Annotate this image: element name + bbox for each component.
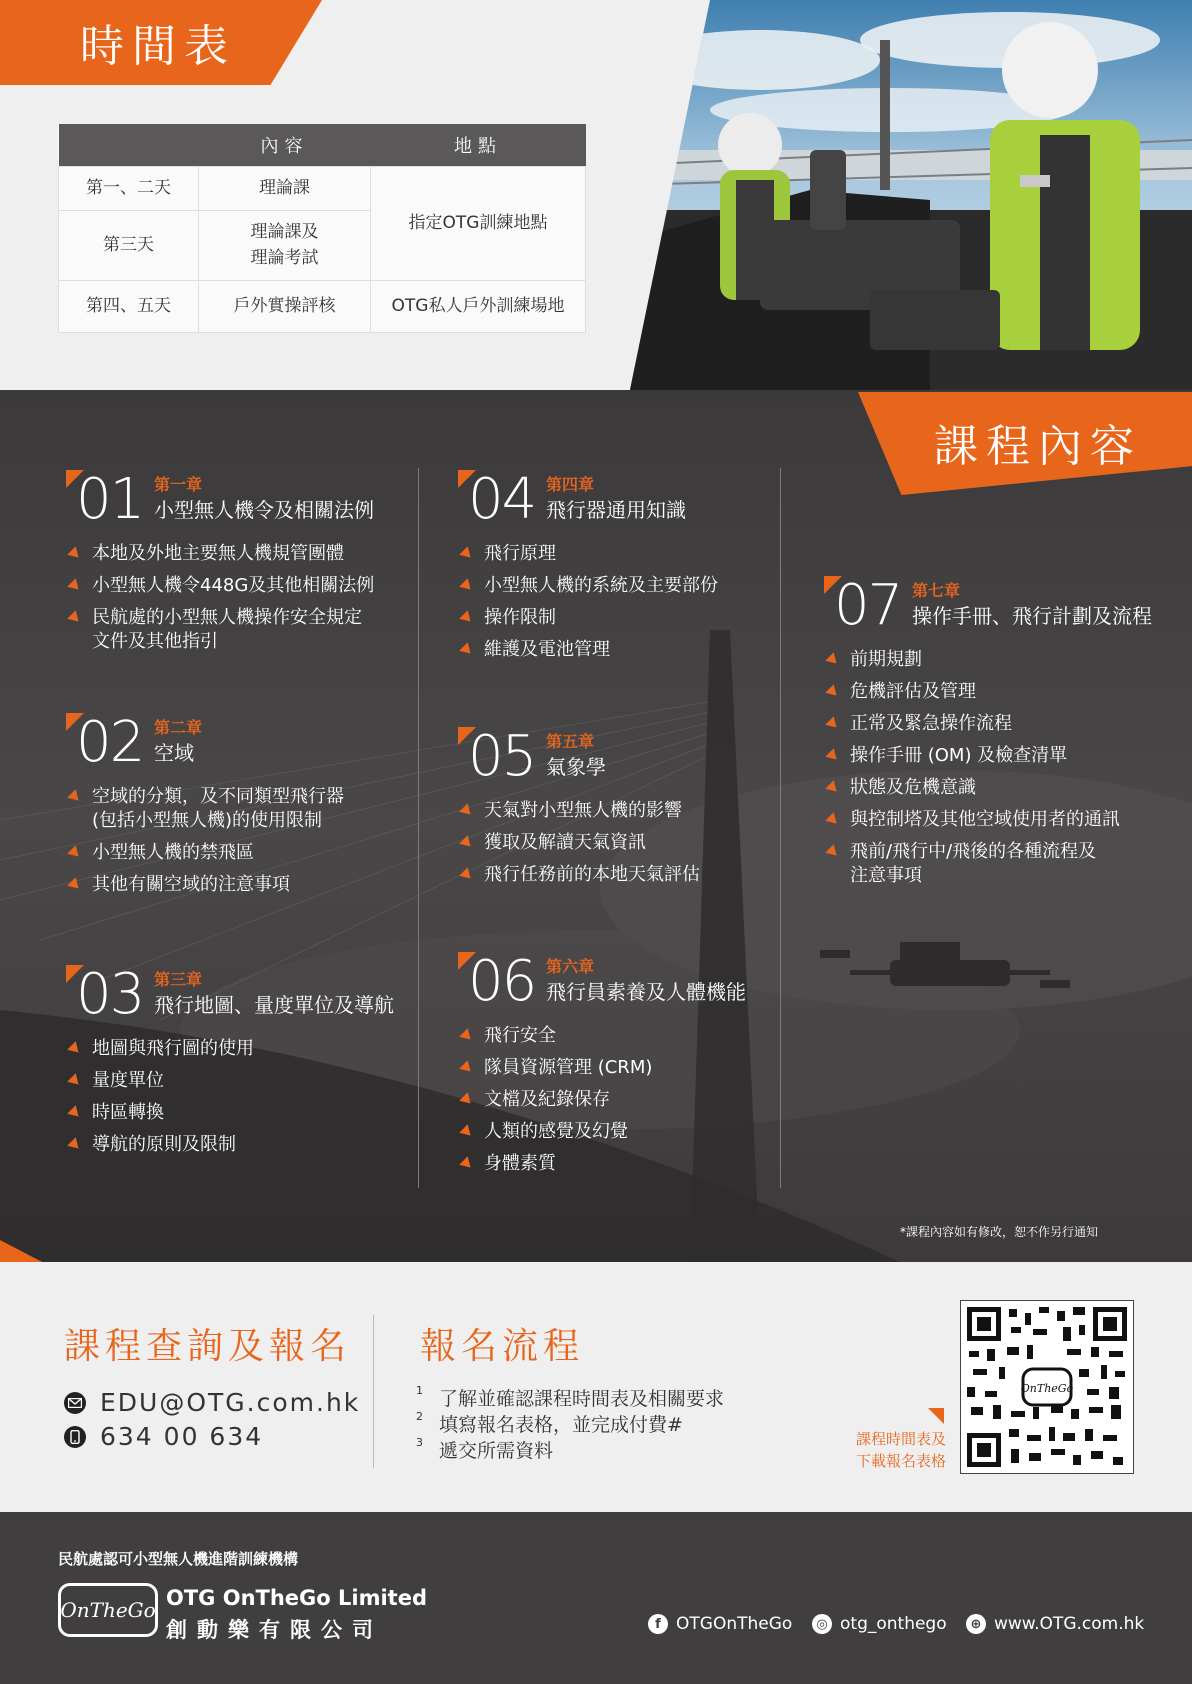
email-address[interactable]: EDU@OTG.com.hk bbox=[100, 1388, 361, 1417]
content-cell: 理論課 bbox=[199, 166, 371, 210]
bullet-icon bbox=[825, 684, 841, 700]
qr-code[interactable] bbox=[960, 1300, 1134, 1474]
chapter-05 bbox=[458, 724, 700, 895]
table-row bbox=[59, 280, 586, 332]
bullet-icon bbox=[825, 748, 841, 764]
bullet-icon bbox=[459, 610, 475, 626]
bullet-icon bbox=[459, 1156, 475, 1172]
instagram-handle[interactable]: otg_onthego bbox=[840, 1614, 947, 1634]
chapter-tag: 第五章 bbox=[546, 732, 595, 751]
bullet-icon bbox=[459, 546, 475, 562]
chapter-tag: 第六章 bbox=[546, 957, 595, 976]
bullet-icon bbox=[459, 1092, 475, 1108]
list-item: 文檔及紀錄保存 bbox=[458, 1088, 652, 1112]
list-item: 危機評估及管理 bbox=[824, 680, 1120, 704]
photo-illustration bbox=[630, 0, 1192, 390]
bullet-icon bbox=[67, 578, 83, 594]
contact-divider bbox=[373, 1315, 374, 1468]
list-item: 其他有關空域的注意事項 bbox=[66, 873, 344, 897]
chapter-04 bbox=[458, 467, 718, 670]
list-item: 民航處的小型無人機操作安全規定 文件及其他指引 bbox=[66, 606, 374, 654]
list-item: 天氣對小型無人機的影響 bbox=[458, 799, 700, 823]
bullet-icon bbox=[459, 867, 475, 883]
list-item: 飛行任務前的本地天氣評估 bbox=[458, 863, 700, 887]
facebook-link[interactable] bbox=[648, 1614, 792, 1634]
qr-center-logo: OnTheGo bbox=[1020, 1382, 1074, 1395]
list-item: 狀態及危機意識 bbox=[824, 776, 1120, 800]
chapter-number: 06 bbox=[468, 949, 536, 1014]
bullet-icon bbox=[825, 716, 841, 732]
day-cell: 第四、五天 bbox=[59, 280, 199, 332]
phone-number[interactable]: 634 00 634 bbox=[100, 1422, 264, 1451]
list-item: 飛行安全 bbox=[458, 1024, 652, 1048]
header-cell-content: 內容 bbox=[199, 124, 371, 166]
bullet-icon bbox=[825, 652, 841, 668]
list-item: 前期規劃 bbox=[824, 648, 1120, 672]
chapter-title: 飛行器通用知識 bbox=[546, 498, 686, 522]
bullet-icon bbox=[459, 835, 475, 851]
bullet-icon bbox=[67, 877, 83, 893]
bullet-icon bbox=[67, 1137, 83, 1153]
list-item: 本地及外地主要無人機規管團體 bbox=[66, 542, 374, 566]
list-item: 維護及電池管理 bbox=[458, 638, 718, 662]
chapter-title: 空域 bbox=[154, 741, 194, 765]
list-item: 身體素質 bbox=[458, 1152, 652, 1176]
list-item: 獲取及解讀天氣資訊 bbox=[458, 831, 700, 855]
list-item: 與控制塔及其他空域使用者的通訊 bbox=[824, 808, 1120, 832]
accreditation-text: 民航處認可小型無人機進階訓練機構 bbox=[58, 1550, 299, 1568]
bullet-icon bbox=[825, 844, 841, 860]
bullet-icon bbox=[67, 546, 83, 562]
bullet-icon bbox=[67, 610, 83, 626]
bullet-icon bbox=[67, 1073, 83, 1089]
list-item: 導航的原則及限制 bbox=[66, 1133, 254, 1157]
chapter-tag: 第三章 bbox=[154, 970, 203, 989]
list-item: 空域的分類，及不同類型飛行器 (包括小型無人機)的使用限制 bbox=[66, 785, 344, 833]
column-divider bbox=[780, 468, 781, 1188]
header-cell-location: 地點 bbox=[371, 124, 586, 166]
instagram-icon: ◎ bbox=[812, 1614, 832, 1634]
chapter-number: 03 bbox=[76, 962, 144, 1027]
list-item: 飛前/飛行中/飛後的各種流程及 注意事項 bbox=[824, 840, 1120, 888]
chapter-tag: 第七章 bbox=[912, 581, 961, 600]
facebook-icon: f bbox=[648, 1614, 668, 1634]
schedule-title: 時間表 bbox=[80, 21, 236, 72]
chapter-number: 01 bbox=[76, 467, 144, 532]
disclaimer-note: *課程內容如有修改，恕不作另行通知 bbox=[900, 1225, 1099, 1239]
chapter-number: 04 bbox=[468, 467, 536, 532]
column-divider bbox=[418, 468, 419, 1188]
email-row[interactable] bbox=[64, 1388, 360, 1417]
list-item: 飛行原理 bbox=[458, 542, 718, 566]
bullet-icon bbox=[459, 1124, 475, 1140]
chapter-01 bbox=[66, 467, 375, 662]
list-item: 操作限制 bbox=[458, 606, 718, 630]
content-cell: 戶外實操評核 bbox=[199, 280, 371, 332]
process-title: 報名流程 bbox=[420, 1326, 585, 1367]
chapter-06 bbox=[458, 949, 746, 1184]
chapter-title: 飛行地圖、量度單位及導航 bbox=[154, 993, 394, 1017]
chapter-07 bbox=[824, 573, 1152, 896]
chapter-title: 氣象學 bbox=[546, 755, 606, 779]
location-cell: 指定OTG訓練地點 bbox=[371, 166, 586, 280]
day-cell: 第一、二天 bbox=[59, 166, 199, 210]
list-item: 人類的感覺及幻覺 bbox=[458, 1120, 652, 1144]
content-cell: 理論課及 理論考試 bbox=[199, 210, 371, 280]
company-name-zh: 創動樂有限公司 bbox=[166, 1618, 383, 1642]
company-name-en: OTG OnTheGo Limited bbox=[166, 1586, 427, 1610]
list-item: 時區轉換 bbox=[66, 1101, 254, 1125]
website-url[interactable]: www.OTG.com.hk bbox=[994, 1614, 1145, 1634]
company-logo: OnTheGo bbox=[58, 1583, 158, 1637]
location-cell: OTG私人戶外訓練場地 bbox=[371, 280, 586, 332]
schedule-table bbox=[58, 124, 586, 333]
chapter-tag: 第一章 bbox=[154, 475, 203, 494]
chapter-tag: 第四章 bbox=[546, 475, 595, 494]
bullet-icon bbox=[67, 845, 83, 861]
table-row bbox=[59, 166, 586, 210]
list-item: 隊員資源管理 (CRM) bbox=[458, 1056, 652, 1080]
hero-photo bbox=[630, 0, 1192, 390]
bullet-icon bbox=[459, 803, 475, 819]
facebook-handle[interactable]: OTGOnTheGo bbox=[676, 1614, 793, 1634]
bullet-icon bbox=[459, 642, 475, 658]
bullet-icon bbox=[459, 578, 475, 594]
corner-mark bbox=[928, 1408, 944, 1424]
list-item: 正常及緊急操作流程 bbox=[824, 712, 1120, 736]
process-step: $^1$ 了解並確認課程時間表及相關要求 bbox=[416, 1384, 725, 1410]
chapter-title: 操作手冊、飛行計劃及流程 bbox=[912, 604, 1152, 628]
chapter-number: 07 bbox=[834, 573, 902, 638]
list-item: 小型無人機的禁飛區 bbox=[66, 841, 344, 865]
schedule-header-row bbox=[59, 124, 586, 166]
process-step: $^2$ 填寫報名表格，並完成付費# bbox=[416, 1410, 683, 1436]
email-icon bbox=[64, 1392, 86, 1414]
chapter-title: 小型無人機令及相關法例 bbox=[154, 498, 374, 522]
list-item: 量度單位 bbox=[66, 1069, 254, 1093]
bullet-icon bbox=[67, 1105, 83, 1121]
course-title: 課程內容 bbox=[934, 421, 1142, 472]
list-item: 操作手冊 (OM) 及檢查清單 bbox=[824, 744, 1120, 768]
chapter-number: 02 bbox=[76, 710, 144, 775]
bullet-icon bbox=[67, 1041, 83, 1057]
contact-title: 課程查詢及報名 bbox=[64, 1326, 352, 1367]
process-step: $^3$ 遞交所需資料 bbox=[416, 1436, 554, 1462]
instagram-link[interactable] bbox=[812, 1614, 947, 1634]
bullet-icon bbox=[459, 1060, 475, 1076]
bullet-icon bbox=[825, 812, 841, 828]
qr-code-image[interactable] bbox=[967, 1307, 1127, 1467]
chapter-tag: 第二章 bbox=[154, 718, 203, 737]
day-cell: 第三天 bbox=[59, 210, 199, 280]
globe-icon: ⊕ bbox=[966, 1614, 986, 1634]
chapter-number: 05 bbox=[468, 724, 536, 789]
bullet-icon bbox=[825, 780, 841, 796]
qr-label: 課程時間表及 下載報名表格 bbox=[855, 1430, 946, 1470]
bullet-icon bbox=[459, 1028, 475, 1044]
phone-icon bbox=[64, 1426, 86, 1448]
list-item: 小型無人機的系統及主要部份 bbox=[458, 574, 718, 598]
list-item: 地圖與飛行圖的使用 bbox=[66, 1037, 254, 1061]
bullet-icon bbox=[67, 789, 83, 805]
chapter-title: 飛行員素養及人體機能 bbox=[546, 980, 746, 1004]
website-link[interactable] bbox=[966, 1614, 1144, 1634]
chapter-02 bbox=[66, 710, 344, 905]
phone-row[interactable] bbox=[64, 1422, 263, 1451]
list-item: 小型無人機令448G及其他相關法例 bbox=[66, 574, 374, 598]
chapter-03 bbox=[66, 962, 394, 1165]
header-cell-day bbox=[59, 124, 199, 166]
